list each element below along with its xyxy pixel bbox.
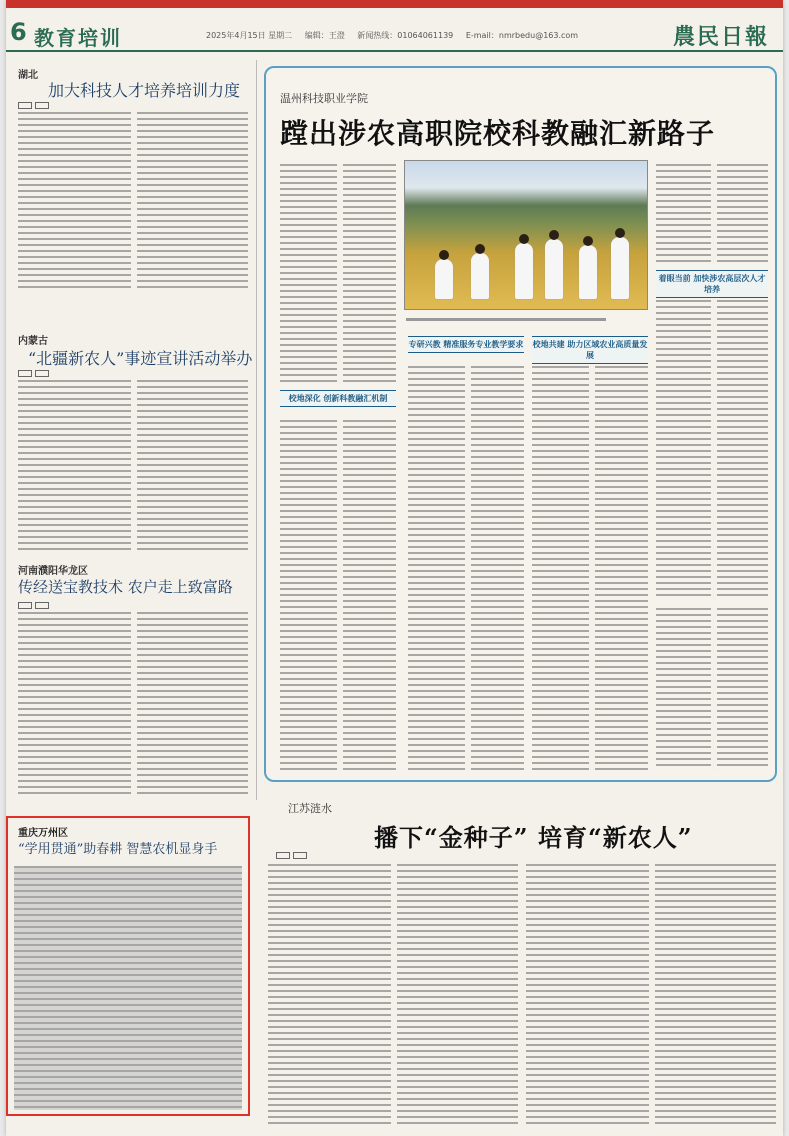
article-kicker: 重庆万州区: [18, 828, 68, 839]
article-title[interactable]: “北疆新农人”事迹宣讲活动举办: [28, 349, 253, 368]
news-hotline: 新闻热线：01064061139: [357, 31, 454, 40]
newspaper-page: [6, 0, 783, 1136]
feature-title[interactable]: 蹚出涉农高职院校科教融汇新路子: [280, 117, 716, 150]
feature-photo: [404, 160, 648, 310]
feature-body-column: [532, 366, 648, 770]
article-title[interactable]: “学用贯通”助春耕 智慧农机显身手: [18, 842, 218, 857]
feature-body-column: [656, 164, 768, 264]
article-body: [14, 866, 242, 1110]
article-kicker: 河南濮阳华龙区: [18, 566, 88, 577]
contact-email: E-mail：nmrbedu@163.com: [465, 31, 579, 40]
editor-name: 编辑：王澄: [304, 31, 345, 40]
feature-subhead: 着眼当前 加快涉农高层次人才培养: [656, 270, 768, 298]
issue-date: 2025年4月15日 星期二: [206, 31, 293, 40]
section-title: 教育培训: [34, 26, 122, 50]
article-body: [18, 380, 248, 550]
column-divider: [256, 60, 257, 800]
article-body: [18, 612, 248, 796]
article-byline: [276, 852, 310, 860]
feature-kicker: 温州科技职业学院: [280, 92, 368, 105]
article-body: [268, 864, 518, 1126]
feature-body-column: [656, 608, 768, 770]
page-number: 6: [10, 18, 27, 46]
feature-body-column: [280, 420, 396, 770]
feature-body-column: [656, 300, 768, 600]
article-title[interactable]: 加大科技人才培养培训力度: [48, 81, 241, 100]
article-title[interactable]: 播下“金种子” 培育“新农人”: [374, 823, 693, 852]
article-byline: [18, 602, 52, 610]
article-byline: [18, 102, 52, 110]
feature-body-column: [408, 366, 524, 770]
top-color-bar: [6, 0, 783, 8]
feature-subhead: 校地共建 助力区域农业高质量发展: [532, 336, 648, 364]
article-byline: [18, 370, 52, 378]
article-kicker: 湖北: [18, 70, 38, 81]
masthead-logo: 農民日報: [672, 24, 769, 50]
page-header: [6, 8, 783, 52]
feature-subhead: 专研兴教 精准服务专业教学要求: [408, 336, 524, 353]
highlighted-article[interactable]: [6, 816, 250, 1116]
photo-caption: [406, 316, 646, 323]
article-title[interactable]: 传经送宝教技术 农户走上致富路: [18, 578, 233, 596]
article-body: [526, 864, 776, 1126]
article-kicker: 内蒙古: [18, 336, 48, 347]
feature-subhead: 校地深化 创新科教融汇机制: [280, 390, 396, 407]
feature-article-box: [264, 66, 777, 782]
header-meta: [206, 30, 588, 41]
article-body: [18, 112, 248, 288]
feature-body-column: [280, 164, 396, 384]
article-kicker: 江苏涟水: [288, 802, 332, 815]
